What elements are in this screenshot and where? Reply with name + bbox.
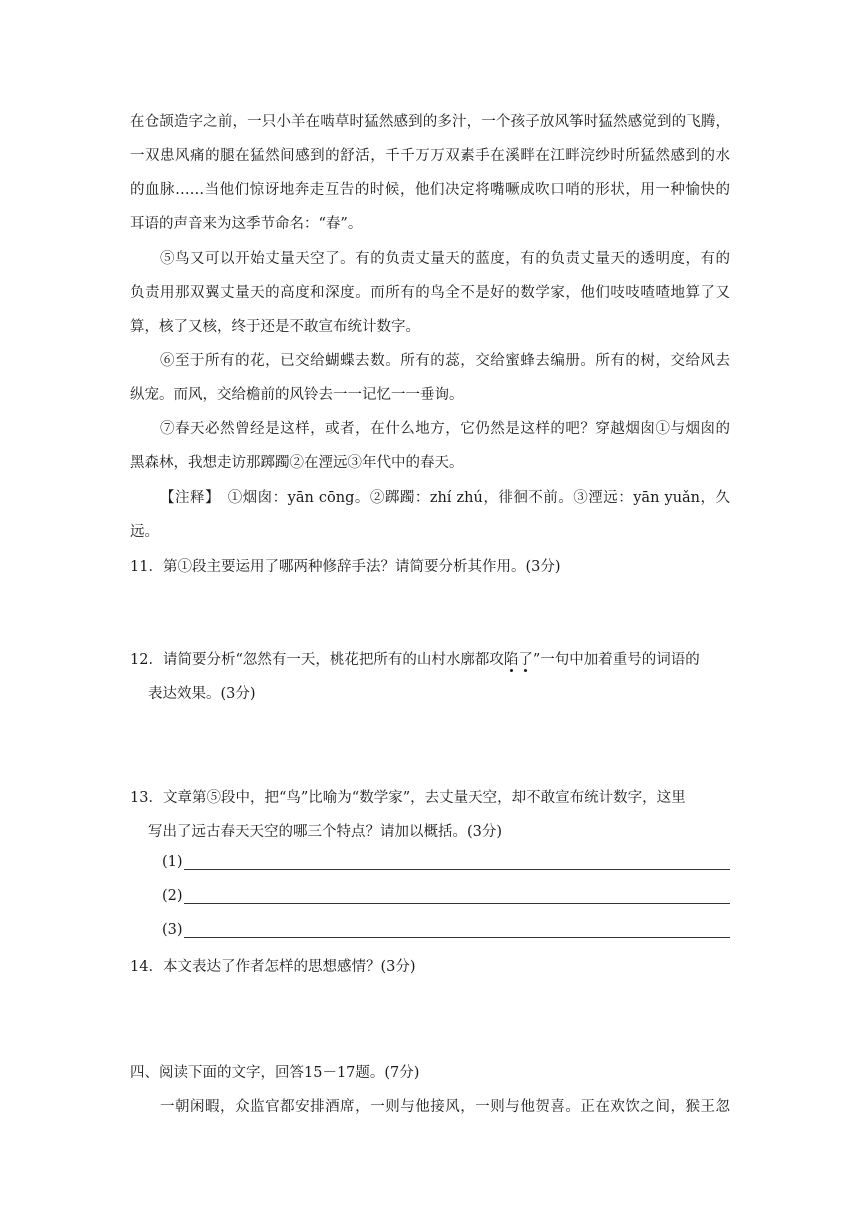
blank-number: (1): [162, 854, 183, 870]
emphasis-dot-char: 了: [518, 652, 533, 668]
question-13: [130, 781, 740, 849]
blank-number: (2): [162, 888, 183, 904]
passage-paragraph-7: [130, 412, 730, 480]
note-line: 远。: [130, 524, 159, 540]
question-text: 13．文章第⑤段中，把“鸟”比喻为“数学家”，去丈量天空，却不敢宣布统计数字，这里: [130, 790, 686, 806]
passage-line: 一双患风痛的腿在猛然间感到的舒活，千千万万双素手在溪畔在江畔浣纱时所猛然感到的水: [130, 148, 730, 164]
passage-line: ⑤鸟又可以开始丈量天空了。有的负责丈量天的蓝度，有的负责丈量天的透明度，有的: [160, 251, 730, 267]
section-heading: 四、阅读下面的文字，回答15－17题。(7分): [130, 1065, 420, 1081]
question-text-part: ”一句中加着重号的词语的: [532, 652, 700, 668]
annotation-notes: [130, 481, 730, 549]
answer-line: [184, 869, 730, 870]
question-text: 14．本文表达了作者怎样的思想感情？(3分): [130, 959, 416, 975]
answer-line: [184, 937, 730, 938]
passage-line: 黑森林，我想走访那踯躅②在湮远③年代中的春天。: [130, 455, 464, 471]
passage-paragraph-6: [130, 344, 730, 412]
passage-line: 耳语的声音来为这季节命名：“春”。: [130, 216, 363, 232]
passage-paragraph-5: [130, 242, 730, 344]
question-text: [130, 643, 740, 677]
question-text-continued: 表达效果。(3分): [148, 686, 256, 702]
question-text: 11．第①段主要运用了哪两种修辞手法？请简要分析其作用。(3分): [130, 559, 561, 575]
answer-blank-1[interactable]: [162, 854, 730, 876]
answer-line: [184, 903, 730, 904]
passage-line: 纵宠。而风，交给檐前的风铃去一一记忆一一垂询。: [130, 387, 464, 403]
section-4-passage: [130, 1090, 730, 1124]
passage-line: ⑦春天必然曾经是这样，或者，在什么地方，它仍然是这样的吧？穿越烟囱①与烟囱的: [160, 421, 730, 437]
question-text-part: 12．请简要分析“忽然有一天，桃花把所有的山村水廓都攻: [130, 652, 504, 668]
emphasis-dot-char: 陷: [503, 652, 519, 668]
question-text-continued: 写出了远古春天天空的哪三个特点？请加以概括。(3分): [148, 824, 503, 840]
passage-line: 的血脉……当他们惊讶地奔走互告的时候，他们决定将嘴噘成吹口哨的形状，用一种愉快的: [130, 182, 730, 198]
question-12: [130, 643, 740, 711]
blank-number: (3): [162, 922, 183, 938]
answer-blank-2[interactable]: [162, 888, 730, 910]
note-line: 【注释】 ①烟囱：yān cōng。②踯躅：zhí zhú，徘徊不前。③湮远：yān yuǎn，久: [160, 490, 730, 506]
passage-line: 一朝闲暇，众监官都安排酒席，一则与他接风，一则与他贺喜。正在欢饮之间，猴王忽: [160, 1099, 730, 1115]
question-11: [130, 550, 740, 584]
passage-line: 算，核了又核，终于还是不敢宣布统计数字。: [130, 319, 420, 335]
question-14: [130, 950, 740, 984]
section-4-heading: [130, 1056, 740, 1090]
passage-line: 在仓颉造字之前，一只小羊在啮草时猛然感到的多汁，一个孩子放风筝时猛然感觉到的飞腾，: [130, 114, 730, 130]
passage-line: 负责用那双翼丈量天的高度和深度。而所有的鸟全不是好的数学家，他们吱吱喳喳地算了又: [130, 285, 730, 301]
passage-paragraph-1: [130, 105, 730, 241]
passage-line: ⑥至于所有的花，已交给蝴蝶去数。所有的蕊，交给蜜蜂去编册。所有的树，交给风去: [160, 353, 730, 369]
answer-blank-3[interactable]: [162, 922, 730, 944]
